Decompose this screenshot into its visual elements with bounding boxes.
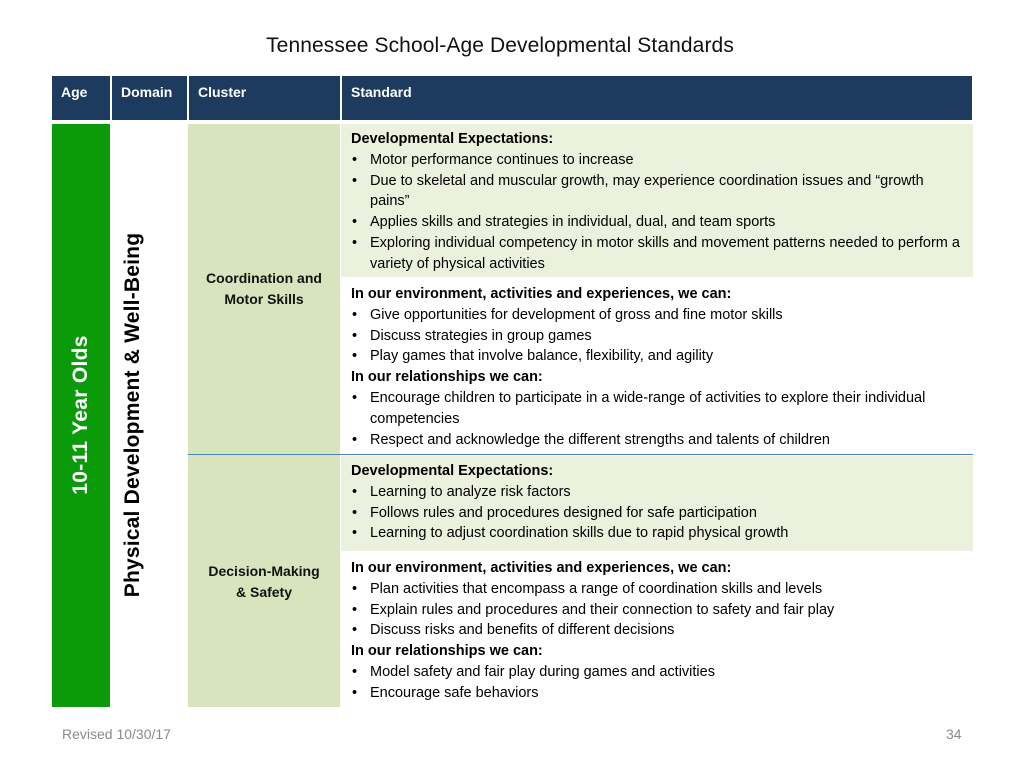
list-item: • Model safety and fair play during games and activities [351,662,963,683]
list-item: • Respect and acknowledge the different strengths and talents of children [351,430,963,451]
list-item: • Discuss strategies in group games [351,326,963,347]
relationships-heading: In our relationships we can: [351,369,543,386]
header-standard: Standard [342,76,972,120]
expectations-heading: Developmental Expectations: [351,463,554,479]
relationships-list [351,662,963,704]
list-item: • Due to skeletal and muscular growth, may experience coordination issues and “growth pains” [351,171,963,213]
list-item: • Plan activities that encompass a range of coordination skills and levels [351,579,963,600]
age-label: 10-11 Year Olds [69,335,92,495]
page-number: 34 [946,726,962,742]
expectations-heading: Developmental Expectations: [351,131,554,147]
header-domain: Domain [112,76,187,120]
cluster-name-line: Decision-Making [208,563,320,579]
list-item: • Encourage children to participate in a wide-range of activities to explore their individual competencies [351,388,963,430]
list-item: • Motor performance continues to increase [351,150,963,171]
expectations-list [351,150,963,275]
relationships-heading: In our relationships we can: [351,643,543,660]
list-item: • Applies skills and strategies in individual, dual, and team sports [351,212,963,233]
list-item: • Explain rules and procedures and their connection to safety and fair play [351,600,963,621]
cluster-label-coordination [188,268,340,310]
header-age: Age [52,76,110,120]
expectations-block-decision [341,456,973,551]
cluster-label-decision [188,561,340,603]
relationships-list [351,388,963,450]
expectations-block-coordination [341,124,973,277]
list-item: • Exploring individual competency in motor skills and movement patterns needed to perform a variety of physical activities [351,233,963,275]
cluster-name-line: & Safety [235,584,293,600]
header-cluster: Cluster [189,76,340,120]
environment-heading: In our environment, activities and experiences, we can: [351,286,732,302]
list-item: • Give opportunities for development of gross and fine motor skills [351,305,963,326]
supports-block-decision [341,553,973,707]
environment-list [351,579,963,641]
list-item: • Learning to analyze risk factors [351,482,963,503]
expectations-list [351,482,963,544]
environment-list [351,305,963,367]
cluster-name-line: Coordination and [206,270,322,286]
revision-date: Revised 10/30/17 [62,726,171,742]
page-title: Tennessee School-Age Developmental Standards [266,34,734,57]
environment-heading: In our environment, activities and experiences, we can: [351,560,732,576]
list-item: • Discuss risks and benefits of different decisions [351,620,963,641]
list-item: • Learning to adjust coordination skills due to rapid physical growth [351,523,963,544]
list-item: • Follows rules and procedures designed for safe participation [351,503,963,524]
list-item: • Play games that involve balance, flexibility, and agility [351,346,963,367]
list-item: • Encourage safe behaviors [351,683,963,704]
domain-label: Physical Development & Well-Being [121,232,144,598]
supports-block-coordination [341,279,973,454]
cluster-name-line: Motor Skills [224,291,304,307]
cluster-divider [188,454,973,455]
